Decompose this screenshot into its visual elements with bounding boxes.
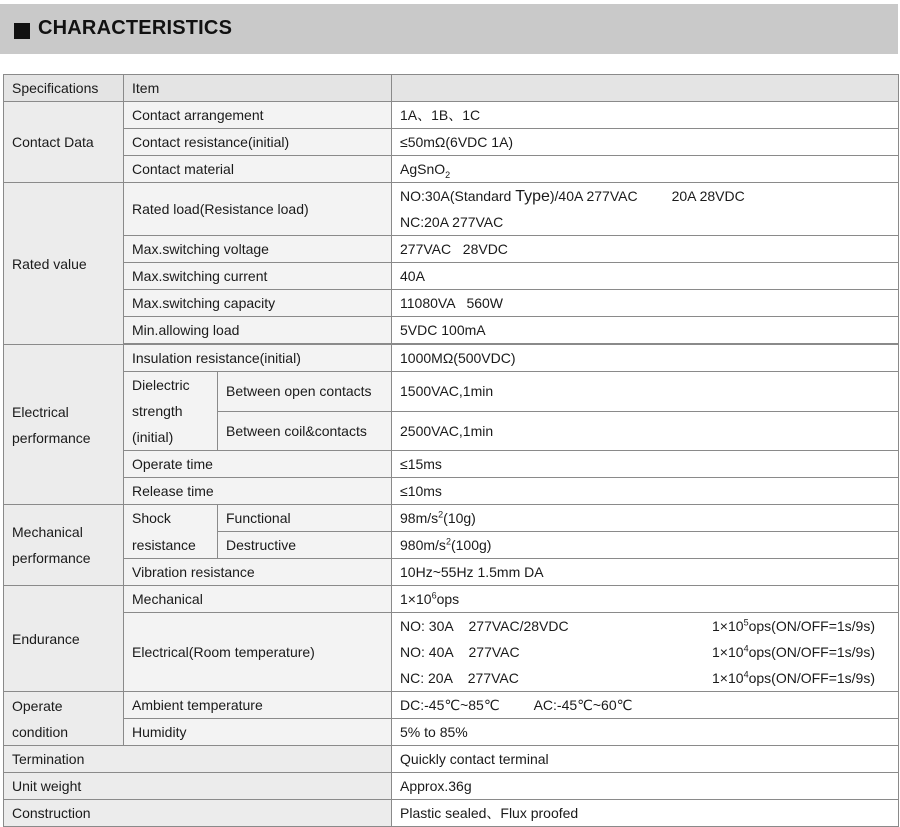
table-row xyxy=(4,532,899,559)
item-value: 277VAC 28VDC xyxy=(392,236,899,263)
item-value: 1500VAC,1min xyxy=(392,372,899,412)
header-value xyxy=(392,75,899,102)
item-label: Contact resistance(initial) xyxy=(124,129,392,156)
item-value: 2500VAC,1min xyxy=(392,411,899,451)
table-row xyxy=(4,586,899,613)
value-text: (100g) xyxy=(450,537,492,553)
value-superscript: 6 xyxy=(431,590,437,601)
value-text: 98m/s xyxy=(400,510,439,526)
item-label: Electrical(Room temperature) xyxy=(124,613,392,692)
item-value: Plastic sealed、Flux proofed xyxy=(392,800,899,827)
endurance-electrical-line xyxy=(400,613,898,639)
rated-load-text-c: 20A 28VDC xyxy=(671,188,745,204)
item-label: Humidity xyxy=(124,719,392,746)
square-bullet-icon xyxy=(14,23,30,39)
value-text: DC:-45℃~85℃ xyxy=(400,697,500,713)
header-item: Item xyxy=(124,75,392,102)
item-label: Between coil&contacts xyxy=(218,411,392,451)
item-value: 5VDC 100mA xyxy=(392,317,899,344)
value-cycles: $1\times 10^4ops(ON/OFF=1s/9s)$ xyxy=(712,643,875,660)
item-value xyxy=(392,183,899,236)
value-text: AC:-45℃~60℃ xyxy=(533,697,633,713)
item-value xyxy=(392,692,899,719)
item-value xyxy=(392,532,899,559)
table-row xyxy=(4,156,899,183)
section-title: CHARACTERISTICS xyxy=(38,17,233,39)
header-specifications: Specifications xyxy=(4,75,124,102)
table-row xyxy=(4,183,899,236)
item-label: Ambient temperature xyxy=(124,692,392,719)
value-text: (10g) xyxy=(443,510,476,526)
item-value xyxy=(392,613,899,692)
group-mechanical-performance xyxy=(4,505,124,586)
item-label: Mechanical xyxy=(124,586,392,613)
item-label: Destructive xyxy=(218,532,392,559)
group-label-line: performance xyxy=(12,429,91,446)
item-value: 1000MΩ(500VDC) xyxy=(392,345,899,372)
item-value: 40A xyxy=(392,263,899,290)
item-label: Unit weight xyxy=(4,773,392,800)
dielectric-strength-label xyxy=(124,372,218,451)
item-label: Release time xyxy=(124,478,392,505)
value-text: NO: 40A 277VAC xyxy=(400,644,520,660)
table-row xyxy=(4,290,899,317)
value-superscript: 2 xyxy=(438,509,444,520)
table-row xyxy=(4,236,899,263)
table-row xyxy=(4,478,899,505)
table-row xyxy=(4,102,899,129)
table-row xyxy=(4,372,899,412)
item-value xyxy=(392,505,899,532)
table-row xyxy=(4,263,899,290)
value-text: ops xyxy=(436,591,460,607)
table-row xyxy=(4,317,899,344)
item-label: Insulation resistance(initial) xyxy=(124,345,392,372)
rated-load-line-1 xyxy=(400,183,898,209)
item-label: Operate time xyxy=(124,451,392,478)
item-label: Between open contacts xyxy=(218,372,392,412)
rated-load-type: Type xyxy=(515,188,550,205)
value-text: 1×10 xyxy=(400,591,432,607)
item-label: Termination xyxy=(4,746,392,773)
label-line: (initial) xyxy=(132,429,174,445)
table-row xyxy=(4,773,899,800)
item-value xyxy=(392,586,899,613)
rated-load-line-2: NC:20A 277VAC xyxy=(400,214,504,230)
label-line: Dielectric xyxy=(132,377,190,393)
item-label: Min.allowing load xyxy=(124,317,392,344)
item-value: 5% to 85% xyxy=(392,719,899,746)
material-text: AgSnO xyxy=(400,161,446,177)
endurance-electrical-line xyxy=(400,639,898,665)
rated-load-text-a: NO:30A(Standard xyxy=(400,188,516,204)
table-row xyxy=(4,719,899,746)
item-value: ≤50mΩ(6VDC 1A) xyxy=(392,129,899,156)
group-label-line: Electrical xyxy=(12,403,69,420)
item-label: Contact arrangement xyxy=(124,102,392,129)
value-cycles: $1\times 10^5ops(ON/OFF=1s/9s)$ xyxy=(712,617,875,634)
section-header xyxy=(0,4,898,54)
item-value: ≤10ms xyxy=(392,478,899,505)
group-label-line: Mechanical xyxy=(12,524,83,540)
label-line: strength xyxy=(132,403,183,419)
item-label: Vibration resistance xyxy=(124,559,392,586)
item-label: Contact material xyxy=(124,156,392,183)
group-endurance: Endurance xyxy=(4,586,124,692)
item-value: Approx.36g xyxy=(392,773,899,800)
table-row xyxy=(4,800,899,827)
item-value: 1A、1B、1C xyxy=(392,102,899,129)
endurance-electrical-line xyxy=(400,665,898,691)
item-label: Rated load(Resistance load) xyxy=(124,183,392,236)
item-value xyxy=(392,156,899,183)
item-label: Functional xyxy=(218,505,392,532)
group-label-line: Operate xyxy=(12,697,63,714)
value-superscript: 2 xyxy=(445,536,451,547)
table-row xyxy=(4,613,899,692)
shock-resistance-label-bottom: resistance xyxy=(124,532,218,559)
item-label: Max.switching voltage xyxy=(124,236,392,263)
value-text: NO: 30A 277VAC/28VDC xyxy=(400,618,569,634)
item-label: Max.switching capacity xyxy=(124,290,392,317)
group-operate-condition xyxy=(4,692,124,746)
item-value: 11080VA 560W xyxy=(392,290,899,317)
group-electrical-performance xyxy=(4,345,124,505)
item-value: Quickly contact terminal xyxy=(392,746,899,773)
item-label: Construction xyxy=(4,800,392,827)
value-text: 980m/s xyxy=(400,537,446,553)
rated-load-text-b: )/40A 277VAC xyxy=(549,188,638,204)
item-value: 10Hz~55Hz 1.5mm DA xyxy=(392,559,899,586)
value-cycles: $1\times 10^4ops(ON/OFF=1s/9s)$ xyxy=(712,669,875,686)
table-row xyxy=(4,505,899,532)
material-subscript: 2 xyxy=(445,169,451,180)
value-text: NC: 20A 277VAC xyxy=(400,670,519,686)
table-row xyxy=(4,692,899,719)
table-row xyxy=(4,451,899,478)
table-header-row xyxy=(4,75,899,102)
table-row xyxy=(4,345,899,372)
table-row xyxy=(4,746,899,773)
item-label: Max.switching current xyxy=(124,263,392,290)
group-label-line: condition xyxy=(12,723,69,740)
table-row xyxy=(4,559,899,586)
group-rated-value: Rated value xyxy=(4,183,124,345)
table-row xyxy=(4,129,899,156)
group-contact-data: Contact Data xyxy=(4,102,124,183)
characteristics-table xyxy=(3,74,899,827)
group-label-line: performance xyxy=(12,550,91,566)
item-value: ≤15ms xyxy=(392,451,899,478)
shock-resistance-label-top: Shock xyxy=(124,505,218,532)
